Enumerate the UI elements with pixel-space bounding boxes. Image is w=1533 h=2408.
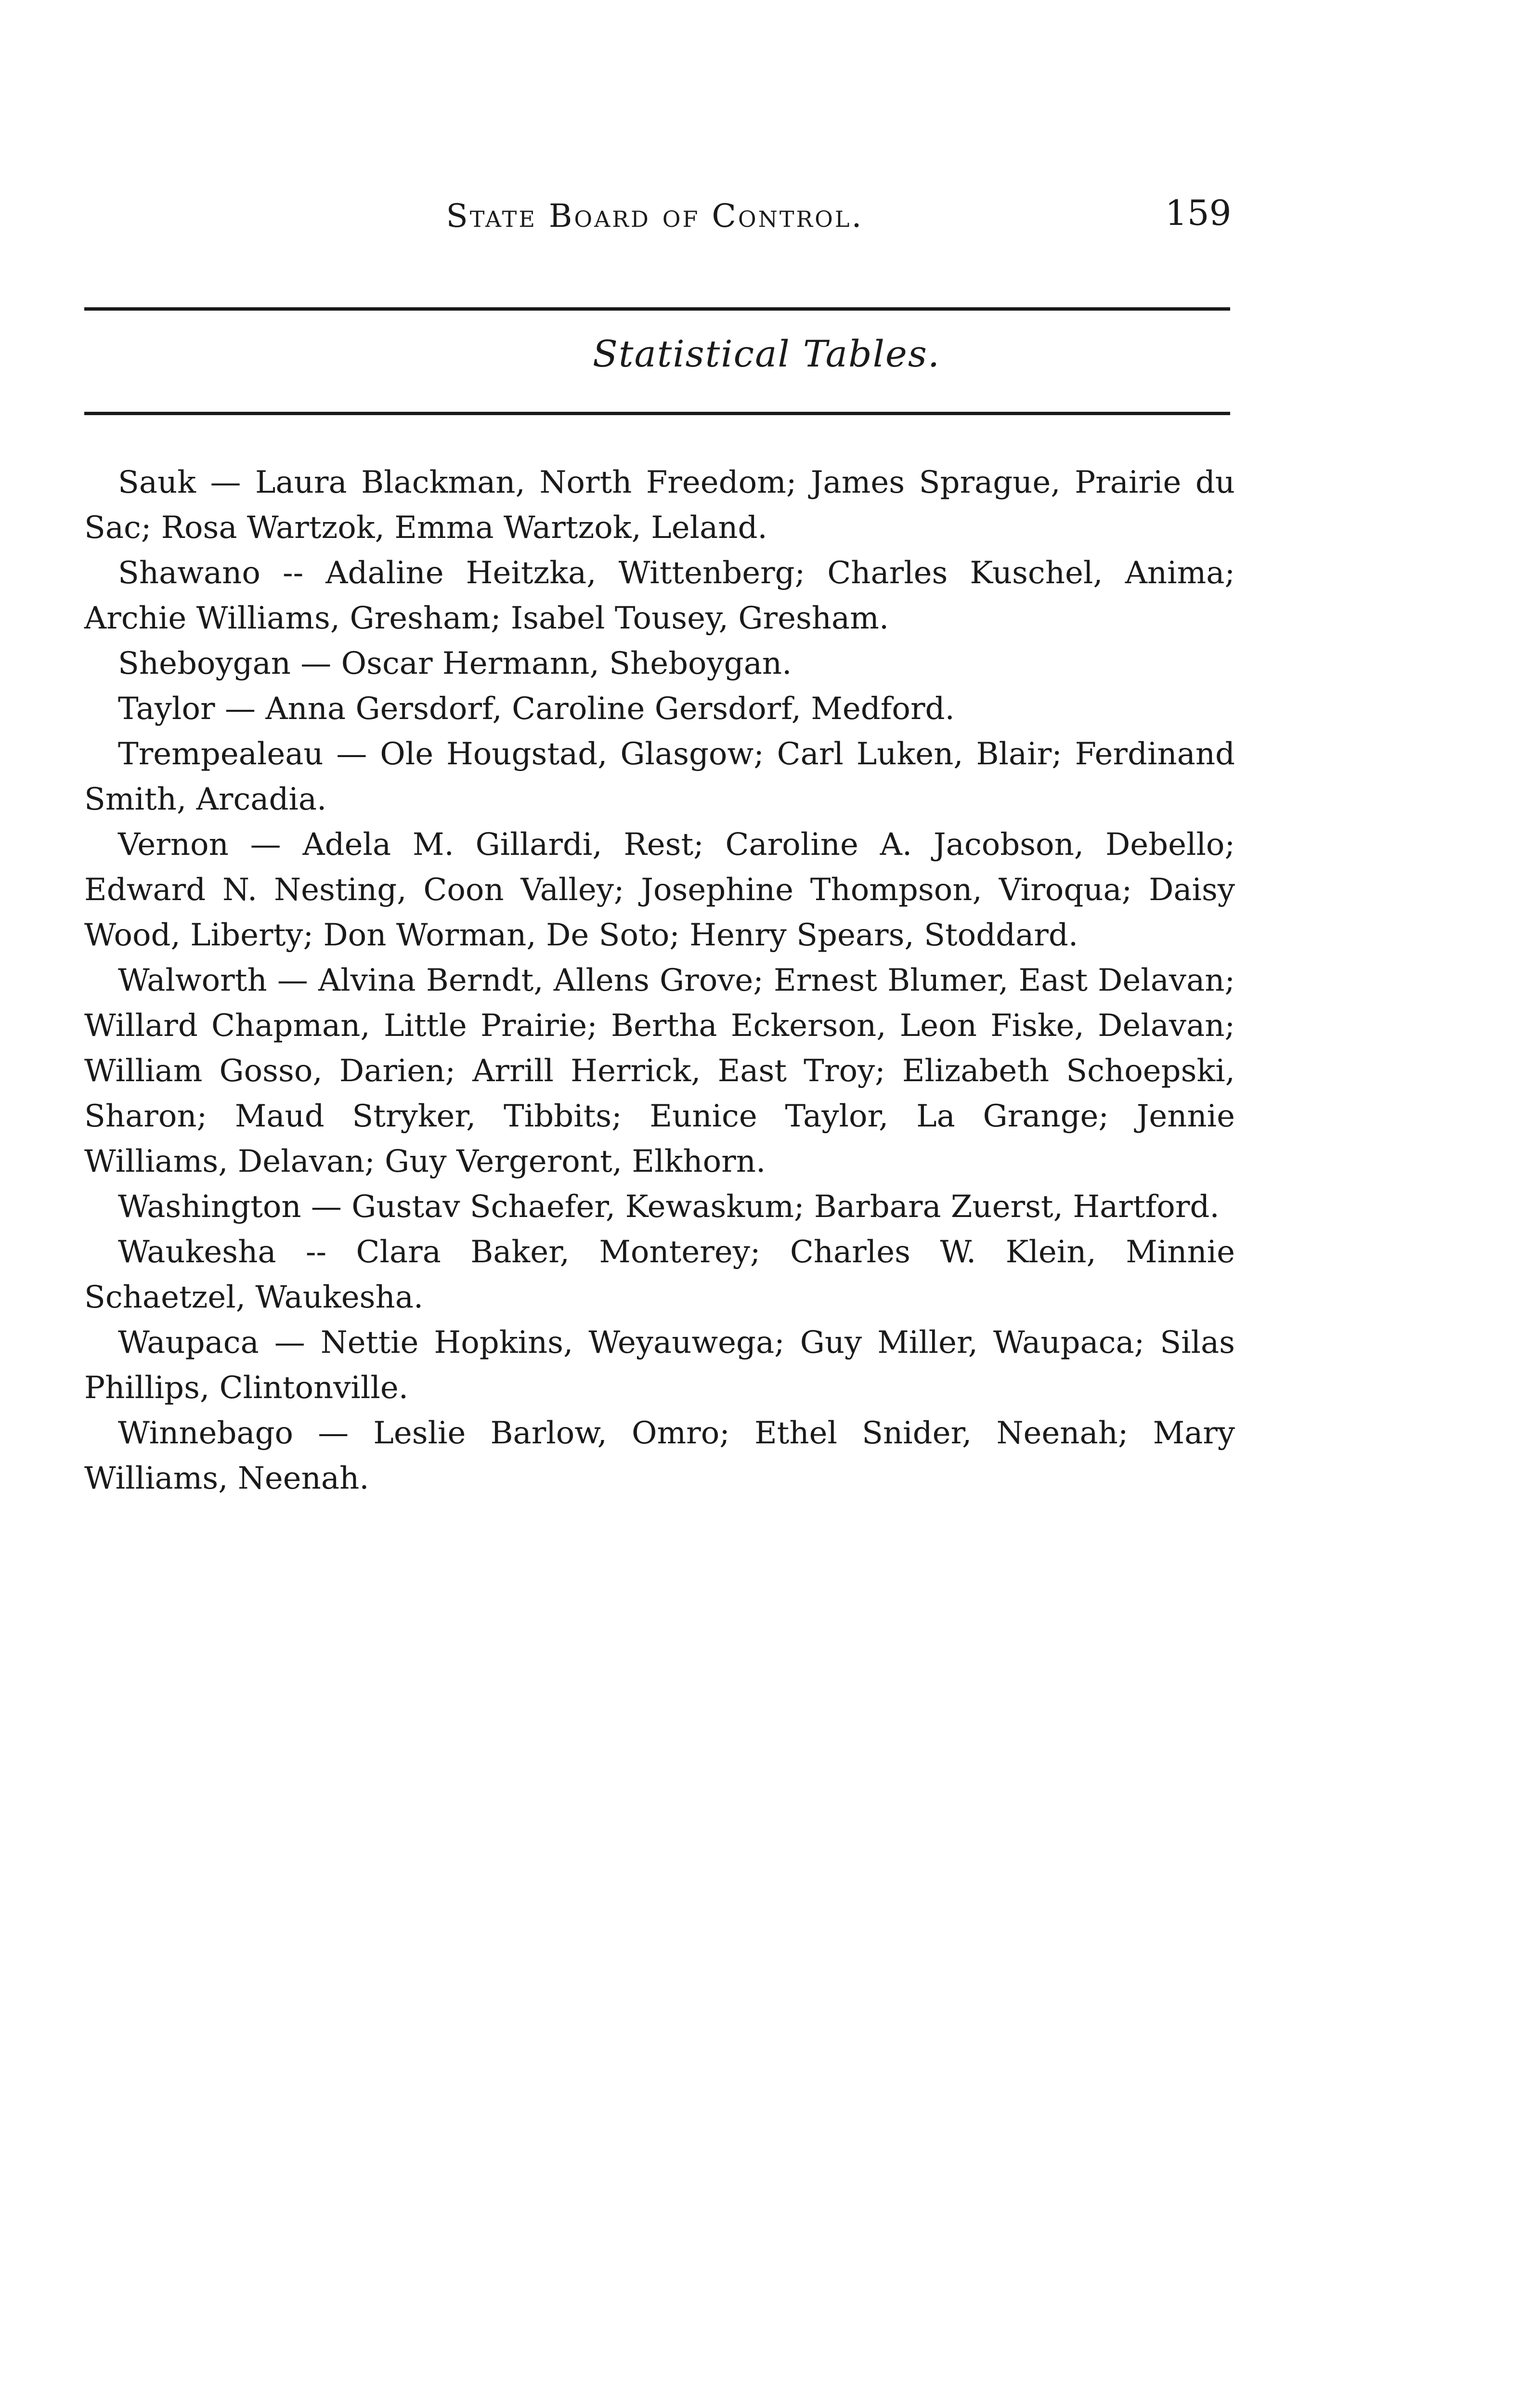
county-name: Taylor [118, 691, 215, 727]
list-item [84, 822, 1235, 958]
running-title: State Board of Control. [446, 197, 864, 235]
list-item [84, 1320, 1235, 1411]
list-item [84, 732, 1235, 822]
entry-dash: -- [260, 555, 326, 591]
entry-dash: — [323, 736, 380, 772]
list-item [84, 686, 1235, 732]
list-item [84, 1184, 1235, 1230]
entry-dash: — [196, 465, 256, 500]
top-rule [84, 307, 1230, 311]
county-name: Shawano [118, 555, 260, 591]
entry-dash: — [290, 646, 341, 681]
county-name: Waupaca [118, 1325, 259, 1361]
county-name: Trempealeau [118, 736, 324, 772]
entry-dash: — [267, 963, 319, 998]
entry-dash: — [228, 827, 303, 863]
list-item [84, 1411, 1235, 1501]
entry-text: Clara Baker, Monterey; Charles W. Klein, Minnie Schaetzel, Waukesha. [84, 1234, 1235, 1315]
entry-dash: — [259, 1325, 321, 1361]
county-name: Vernon [118, 827, 229, 863]
entry-text: Laura Blackman, North Freedom; James Sprague, Prairie du Sac; Rosa Wartzok, Emma Wartzok, Leland. [84, 465, 1235, 546]
county-name: Sauk [118, 465, 196, 500]
entry-text: Ole Hougstad, Glasgow; Carl Luken, Blair; Ferdinand Smith, Arcadia. [84, 736, 1235, 817]
entry-dash: — [215, 691, 266, 727]
list-item [84, 550, 1235, 641]
entry-text: Anna Gersdorf, Caroline Gersdorf, Medford. [265, 691, 955, 727]
page-header [0, 188, 1533, 246]
entry-text: Adela M. Gillardi, Rest; Caroline A. Jacobson, Debello; Edward N. Nesting, Coon Valley; Josephine Thompson, Viroqua; Daisy Wood, Liberty; Don Worman, De Soto; Henry Spears, Stoddard. [84, 827, 1235, 953]
county-name: Winnebago [118, 1415, 294, 1451]
entry-dash: -- [276, 1234, 356, 1270]
entry-text: Adaline Heitzka, Wittenberg; Charles Kuschel, Anima; Archie Williams, Gresham; Isabel Tousey, Gresham. [84, 555, 1235, 636]
county-name: Sheboygan [118, 646, 291, 681]
list-item [84, 958, 1235, 1184]
list-item [84, 641, 1235, 686]
entry-dash: — [293, 1415, 374, 1451]
county-name: Washington [118, 1189, 301, 1225]
county-name: Waukesha [118, 1234, 276, 1270]
entry-text: Leslie Barlow, Omro; Ethel Snider, Neenah; Mary Williams, Neenah. [84, 1415, 1235, 1496]
entry-text: Gustav Schaefer, Kewaskum; Barbara Zuerst, Hartford. [351, 1189, 1220, 1225]
entry-text: Alvina Berndt, Allens Grove; Ernest Blumer, East Delavan; Willard Chapman, Little Prairie; Bertha Eckerson, Leon Fiske, Delavan; William Gosso, Darien; Arrill Herrick, East Troy; Elizabeth Schoepski, Sharon; Maud Stryker, Tibbits; Eunice Taylor, La Grange; Jennie Williams, Delavan; Guy Vergeront, Elkhorn. [84, 963, 1235, 1179]
entry-dash: — [301, 1189, 352, 1225]
county-name: Walworth [118, 963, 267, 998]
bottom-rule [84, 412, 1230, 415]
list-item [84, 460, 1235, 550]
section-title: Statistical Tables. [592, 332, 941, 375]
entry-list [84, 460, 1235, 1501]
page-number: 159 [1165, 193, 1232, 233]
list-item [84, 1230, 1235, 1320]
entry-text: Nettie Hopkins, Weyauwega; Guy Miller, Waupaca; Silas Phillips, Clintonville. [84, 1325, 1235, 1406]
entry-text: Oscar Hermann, Sheboygan. [341, 646, 792, 681]
